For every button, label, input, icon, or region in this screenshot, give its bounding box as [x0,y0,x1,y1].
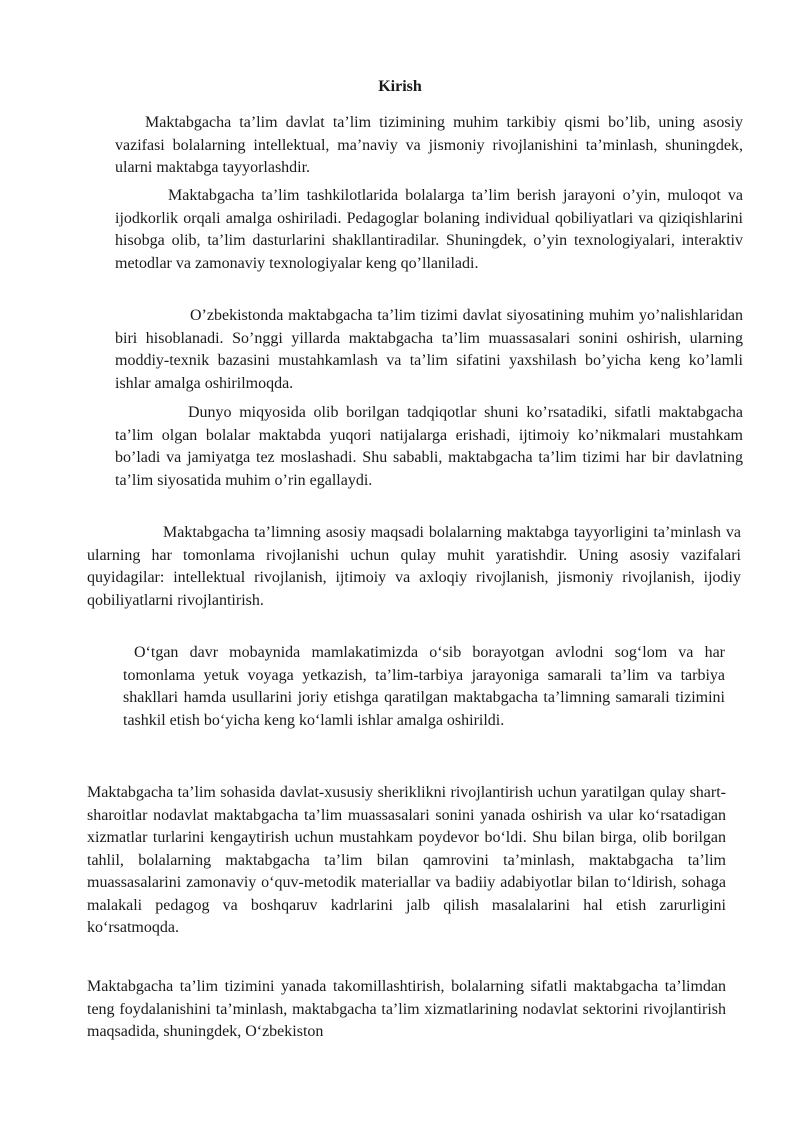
paragraph-5: Maktabgacha ta’limning asosiy maqsadi bolalarning maktabga tayyorligini ta’minlash va ularning har tomonlama rivojlanishi uchun qulay muhit yaratishdir. Uning asosiy vazifalari quyidagilar: intellektual rivojlanish, ijtimoiy va axloqiy rivojlanish, jismoniy rivojlanish, ijodiy qobiliyatlarni rivojlantirish. [87,524,741,609]
paragraph-1: Maktabgacha ta’lim davlat ta’lim tizimining muhim tarkibiy qismi bo’lib, uning asosiy vazifasi bolalarning intellektual, ma’naviy va jismoniy rivojlanishini ta’minlash, shuningdek, ularni maktabga tayyorlashdir. [115,114,743,176]
paragraph-7: Maktabgacha ta’lim sohasida davlat-xususiy sheriklikni rivojlantirish uchun yaratilgan qulay shart-sharoitlar nodavlat maktabgacha ta’lim muassasalari sonini yanada oshirish va ular ko‘rsatadigan xizmatlar turlarini kengaytirish uchun mustahkam poydevor bo‘ldi. Shu bilan birga, olib borilgan tahlil, bolalarning maktabgacha ta’lim bilan qamrovini ta’minlash, maktabgacha ta’lim muassasalarini zamonaviy o‘quv-metodik materiallar va badiiy adabiyotlar bilan to‘ldirish, sohaga malakali pedagog va boshqaruv kadrlarini jalb qilish masalalarini hal etish zarurligini ko‘rsatmoqda. [87,784,726,936]
paragraph-3: O’zbekistonda maktabgacha ta’lim tizimi davlat siyosatining muhim yo’nalishlaridan biri hisoblanadi. So’nggi yillarda maktabgacha ta’lim muassasalari sonini oshirish, ularning moddiy-texnik bazasini mustahkamlash va ta’lim sifatini yaxshilash bo’yicha keng ko’lamli ishlar amalga oshirilmoqda. [115,307,743,392]
paragraph-4: Dunyo miqyosida olib borilgan tadqiqotlar shuni ko’rsatadiki, sifatli maktabgacha ta’lim olgan bolalar maktabda yuqori natijalarga erishadi, ijtimoiy ko’nikmalari mustahkam bo’ladi va jamiyatga tez moslashadi. Shu sababli, maktabgacha ta’lim tizimi har bir davlatning ta’lim siyosatida muhim o’rin egallaydi. [115,404,743,489]
document-title: Kirish [378,78,422,95]
paragraph-2: Maktabgacha ta’lim tashkilotlarida bolalarga ta’lim berish jarayoni o’yin, muloqot va ijodkorlik orqali amalga oshiriladi. Pedagoglar bolaning individual qobiliyatlari va qiziqishlarini hisobga olib, ta’lim dasturlarini shakllantiradilar. Shuningdek, o’yin texnologiyalari, interaktiv metodlar va zamonaviy texnologiyalar keng qo’llaniladi. [115,187,743,272]
paragraph-6: O‘tgan davr mobaynida mamlakatimizda o‘sib borayotgan avlodni sog‘lom va har tomonlama yetuk voyaga yetkazish, ta’lim-tarbiya jarayoniga samarali ta’lim va tarbiya shakllari hamda usullarini joriy etishga qaratilgan maktabgacha ta’limning samarali tizimini tashkil etish bo‘yicha keng ko‘lamli ishlar amalga oshirildi. [123,644,725,729]
paragraph-8: Maktabgacha ta’lim tizimini yanada takomillashtirish, bolalarning sifatli maktabgacha ta’limdan teng foydalanishini ta’minlash, maktabgacha ta’lim xizmatlarining nodavlat sektorini rivojlantirish maqsadida, shuningdek, O‘zbekiston [87,978,726,1040]
